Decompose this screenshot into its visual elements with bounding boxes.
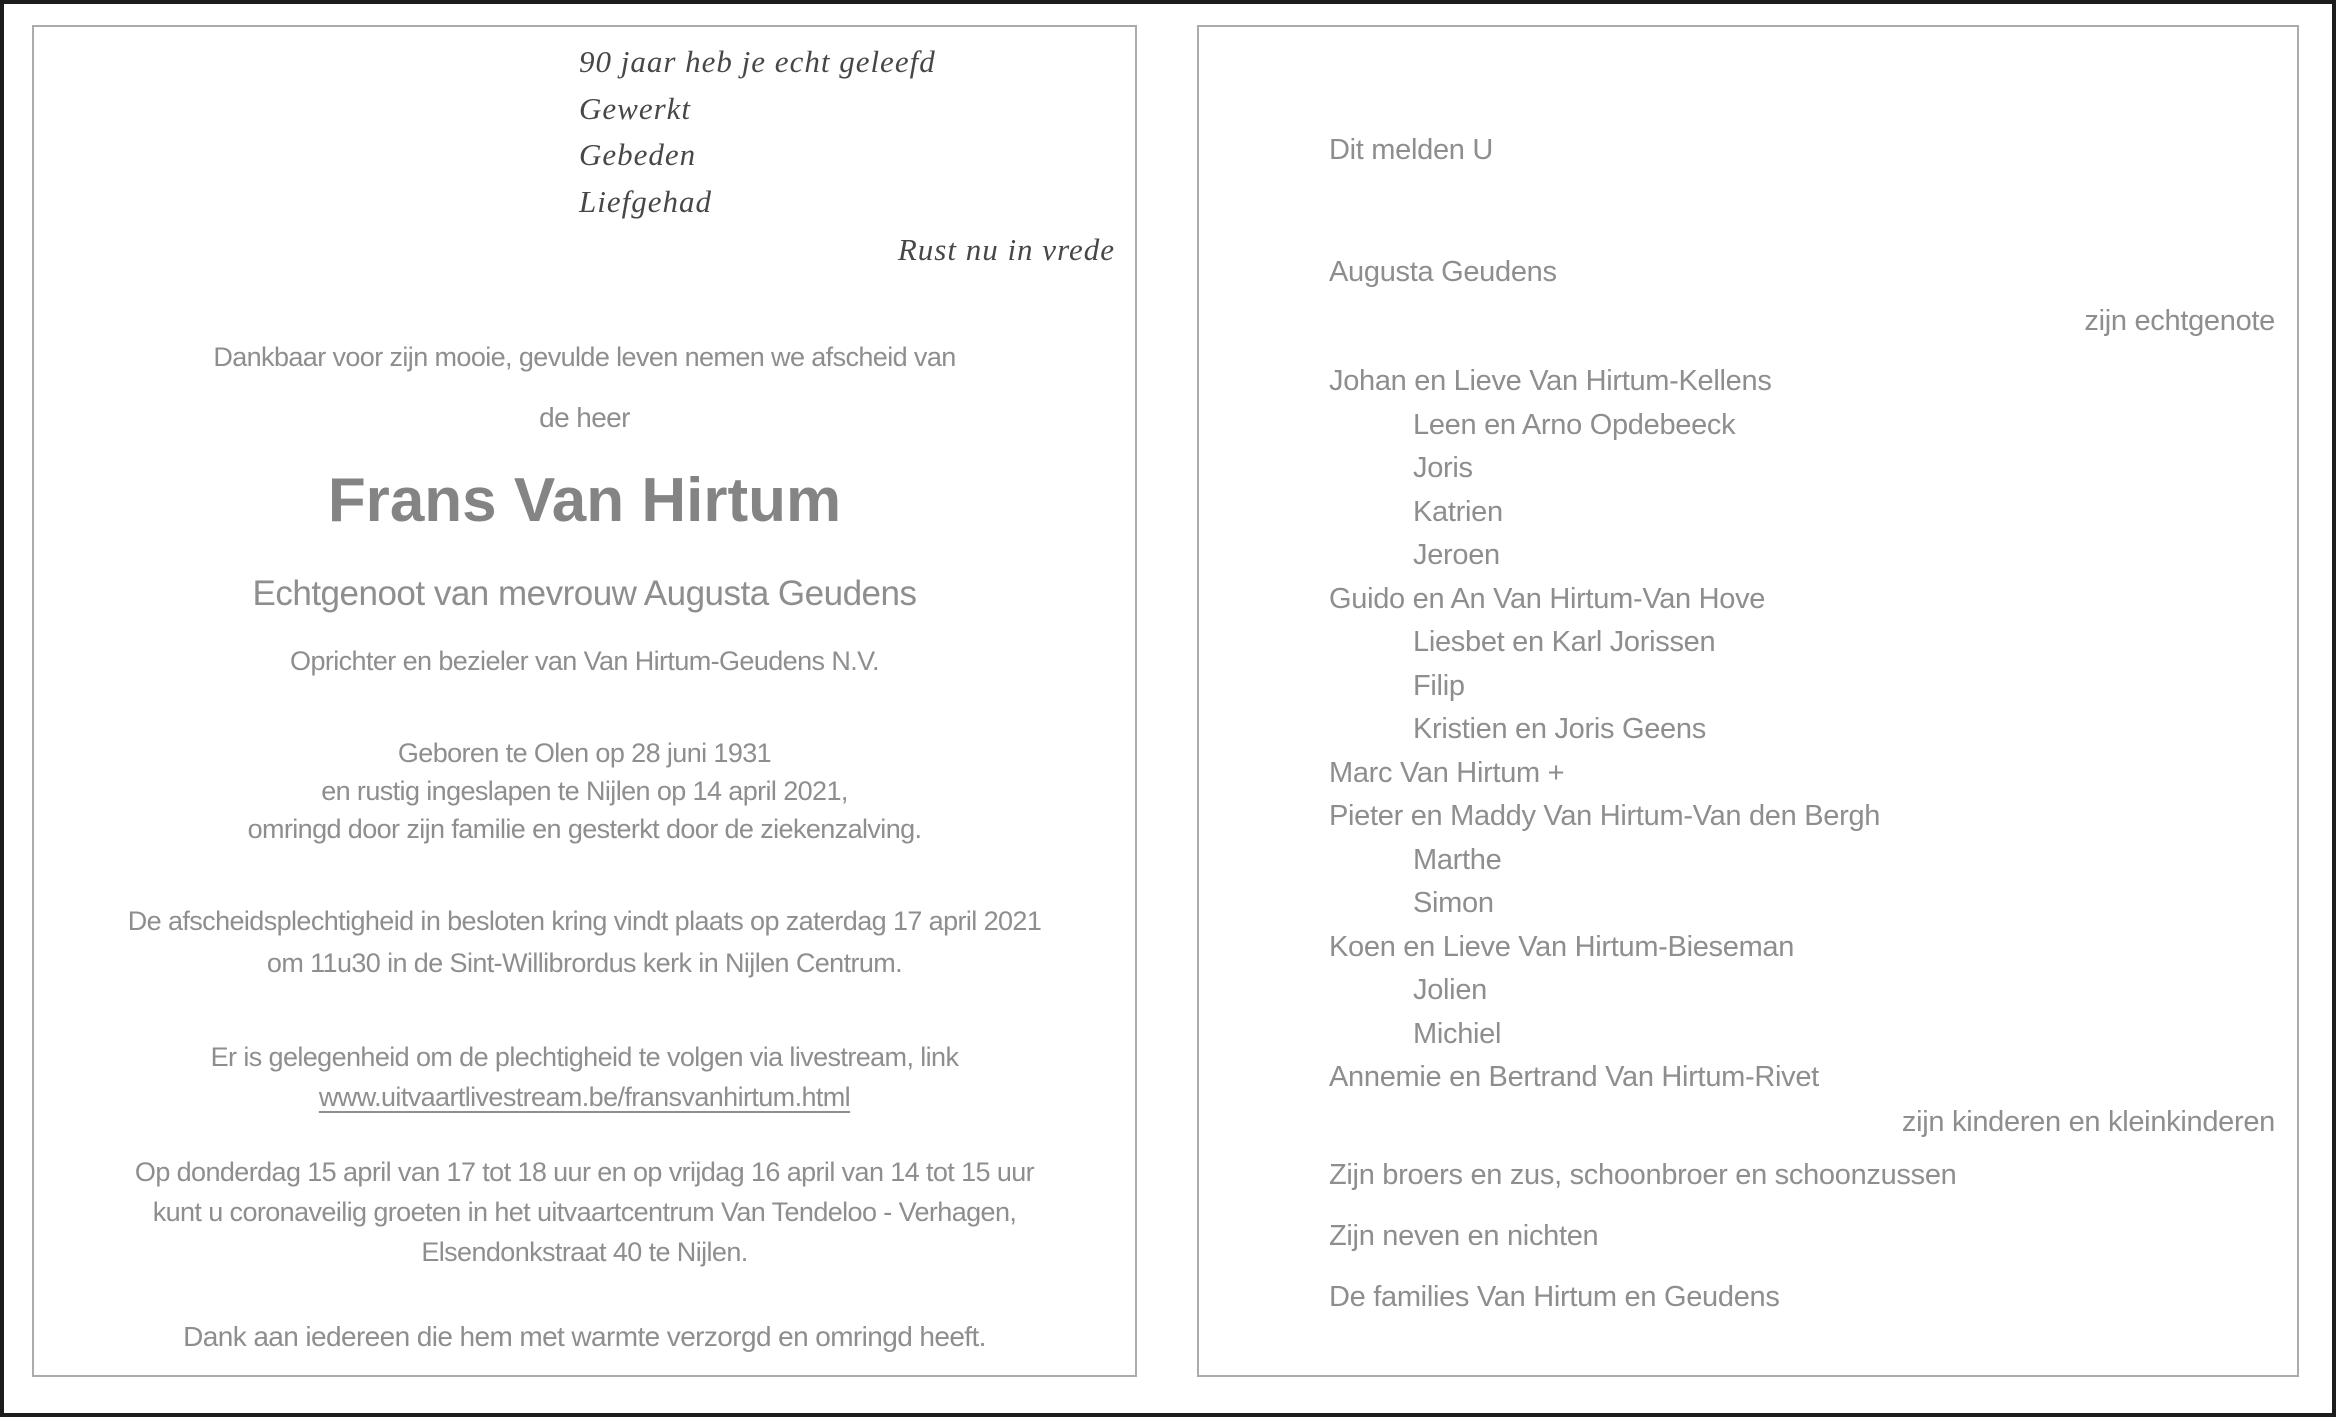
visitation-line: Op donderdag 15 april van 17 tot 18 uur en op vrijdag 16 april van 14 tot 15 uur (134, 1157, 1035, 1187)
verse-line: Gebeden (579, 137, 697, 172)
livestream-intro: Er is gelegenheid om de plechtigheid te volgen via livestream, link (210, 1042, 959, 1072)
ceremony-line: om 11u30 in de Sint-Willibrordus kerk in Nijlen Centrum. (266, 948, 903, 978)
livestream-block (44, 1037, 1125, 1117)
family-member-row: Annemie en Bertrand Van Hirtum-Rivet (1329, 1061, 1819, 1093)
family-member-row: Michiel (1413, 1017, 1502, 1050)
death-line: en rustig ingeslapen te Nijlen op 14 april 2021, (321, 776, 848, 806)
ceremony-line: De afscheidsplechtigheid in besloten kring vindt plaats op zaterdag 17 april 2021 (127, 906, 1042, 936)
relatives-line: Zijn broers en zus, schoonbroer en schoonzussen (1329, 1159, 1957, 1191)
deceased-name: Frans Van Hirtum (327, 466, 842, 535)
visitation-block (44, 1152, 1125, 1272)
children-role: zijn kinderen en kleinkinderen (1901, 1106, 2275, 1138)
family-member-row: Joris (1413, 452, 1473, 484)
visitation-line: Elsendonkstraat 40 te Nijlen. (421, 1237, 748, 1267)
announcement-panel (32, 25, 1137, 1377)
family-member-row: Filip (1413, 669, 1465, 702)
family-list (1329, 360, 2275, 1100)
birth-death-block (44, 734, 1125, 848)
ceremony-block (44, 900, 1125, 984)
family-panel (1197, 25, 2299, 1377)
family-member-row: Katrien (1413, 495, 1503, 528)
death-line: omringd door zijn familie en gesterkt door de ziekenzalving. (247, 814, 922, 844)
family-member-row: Pieter en Maddy Van Hirtum-Van den Bergh (1329, 800, 1881, 832)
founder-line: Oprichter en bezieler van Van Hirtum-Geudens N.V. (290, 646, 879, 676)
family-member-row: Simon (1413, 887, 1494, 919)
verse-line: Liefgehad (579, 183, 712, 219)
announcement-intro: Dit melden U (1329, 134, 1494, 166)
thanks-line: Dank aan iedereen die hem met warmte verzorgd en omringd heeft. (183, 1321, 986, 1352)
spouse-name: Augusta Geudens (1329, 256, 1557, 288)
family-member-row: Jeroen (1413, 539, 1500, 571)
verse-line: 90 jaar heb je echt geleefd (579, 44, 936, 79)
verse-line: Gewerkt (579, 90, 692, 126)
verse-block (579, 39, 1115, 274)
spouse-role: zijn echtgenote (2084, 305, 2275, 337)
relatives-line: De families Van Hirtum en Geudens (1329, 1281, 1780, 1313)
spouse-line: Echtgenoot van mevrouw Augusta Geudens (252, 574, 917, 613)
livestream-url-link[interactable]: www.uitvaartlivestream.be/fransvanhirtum.html (318, 1082, 851, 1112)
family-member-row: Leen en Arno Opdebeeck (1413, 408, 1736, 441)
family-member-row: Liesbet en Karl Jorissen (1413, 626, 1716, 658)
intro-line: Dankbaar voor zijn mooie, gevulde leven nemen we afscheid van (213, 342, 956, 372)
family-member-row: Koen en Lieve Van Hirtum-Bieseman (1329, 930, 1795, 963)
family-member-row: Guido en An Van Hirtum-Van Hove (1329, 582, 1766, 615)
family-member-row: Kristien en Joris Geens (1413, 713, 1706, 745)
visitation-line: kunt u coronaveilig groeten in het uitvaartcentrum Van Tendeloo - Verhagen, (152, 1197, 1017, 1227)
salutation: de heer (539, 402, 630, 433)
family-member-row: Marthe (1413, 843, 1502, 876)
birth-line: Geboren te Olen op 28 juni 1931 (397, 738, 772, 768)
family-member-row: Johan en Lieve Van Hirtum-Kellens (1329, 365, 1772, 397)
verse-closing-line: Rust nu in vrede (897, 232, 1115, 267)
family-member-row: Marc Van Hirtum + (1329, 756, 1565, 789)
family-member-row: Jolien (1413, 974, 1487, 1006)
relatives-line: Zijn neven en nichten (1329, 1220, 1599, 1252)
